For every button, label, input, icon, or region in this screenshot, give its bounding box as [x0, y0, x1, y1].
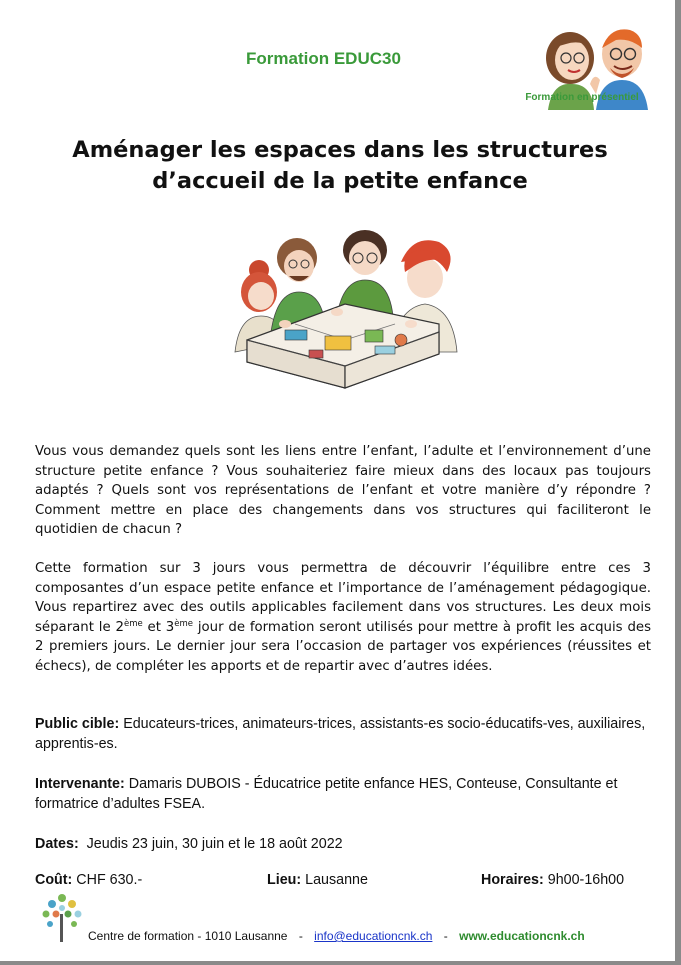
cout-label: Coût: [35, 872, 73, 888]
tree-logo-icon [40, 892, 84, 942]
superscript-eme-1: ème [123, 618, 143, 629]
footer-centre: Centre de formation - 1010 Lausanne [88, 929, 288, 943]
intervenante-value: Damaris DUBOIS - Éducatrice petite enfance HES, Conteuse, Consultante et formatrice d’adultes FSEA. [35, 776, 618, 812]
title-line-1: Aménager les espaces dans les structures [72, 137, 608, 163]
page-edge-right [675, 0, 681, 965]
intervenante-label: Intervenante: [35, 776, 125, 792]
cout [35, 872, 142, 888]
dates [35, 834, 651, 854]
public-cible-label: Public cible: [35, 716, 120, 732]
intro-paragraph-2-part-3: jour de formation seront utilisés pour mettre à profit les acquis des 2 premiers jours. Le dernier jour sera l’occasion de partager vos expériences (réussites et échecs), de compléter les apports et de repartir avec d’autres idées. [35, 619, 651, 674]
footer-website-link[interactable]: www.educationcnk.ch [459, 929, 585, 943]
intro-paragraph-2-part-1: Cette formation sur 3 jours vous permettra de découvrir l’équilibre entre ces 3 composantes d’un espace petite enfance et l’importance de l’aménagement pédagogique. Vous repartirez avec des outils applicables facilement dans vos structures. Les deux mois séparant le 2 [35, 561, 651, 635]
page-title [40, 135, 640, 197]
horaires-label: Horaires: [481, 872, 544, 888]
public-cible-value: Educateurs-trices, animateurs-trices, assistants-es socio-éducatifs-ves, auxiliaires, apprentis-es. [35, 716, 646, 752]
page-edge-bottom [0, 961, 681, 965]
formation-code: Formation EDUC30 [246, 49, 401, 68]
intro-paragraph-1: Vous vous demandez quels sont les liens entre l’enfant, l’adulte et l’environnement d’une structure petite enfance ? Vous souhaiteriez faire mieux dans des locaux pas toujours adaptés ? Quels sont vos représentations de l’enfant et votre manière d’y répondre ? Comment mettre en place des changements dans vos structures qui faciliteront le quotidien de chacun ? [35, 444, 651, 537]
cout-value: CHF 630.- [72, 872, 143, 888]
horaires [481, 872, 624, 888]
footer-separator: - [298, 929, 303, 943]
lieu-value: Lausanne [301, 872, 368, 888]
intervenante [35, 774, 651, 814]
horaires-value: 9h00-16h00 [543, 872, 625, 888]
dates-label: Dates: [35, 836, 79, 852]
public-cible [35, 714, 651, 754]
footer-email-link[interactable]: info@educationcnk.ch [314, 929, 433, 943]
dates-value: Jeudis 23 juin, 30 juin et le 18 août 2022 [78, 836, 343, 852]
superscript-eme-2: ème [174, 618, 193, 629]
title-line-2: d’accueil de la petite enfance [152, 168, 528, 194]
lieu [267, 872, 368, 888]
intro-paragraph-2-part-2: et 3 [142, 619, 175, 635]
intro-paragraph-2 [35, 559, 651, 676]
lieu-label: Lieu: [267, 872, 302, 888]
footer-separator: - [443, 929, 448, 943]
room-model-illustration [225, 212, 461, 420]
logo-caption: Formation en présentiel [525, 92, 639, 103]
footer [88, 929, 585, 943]
